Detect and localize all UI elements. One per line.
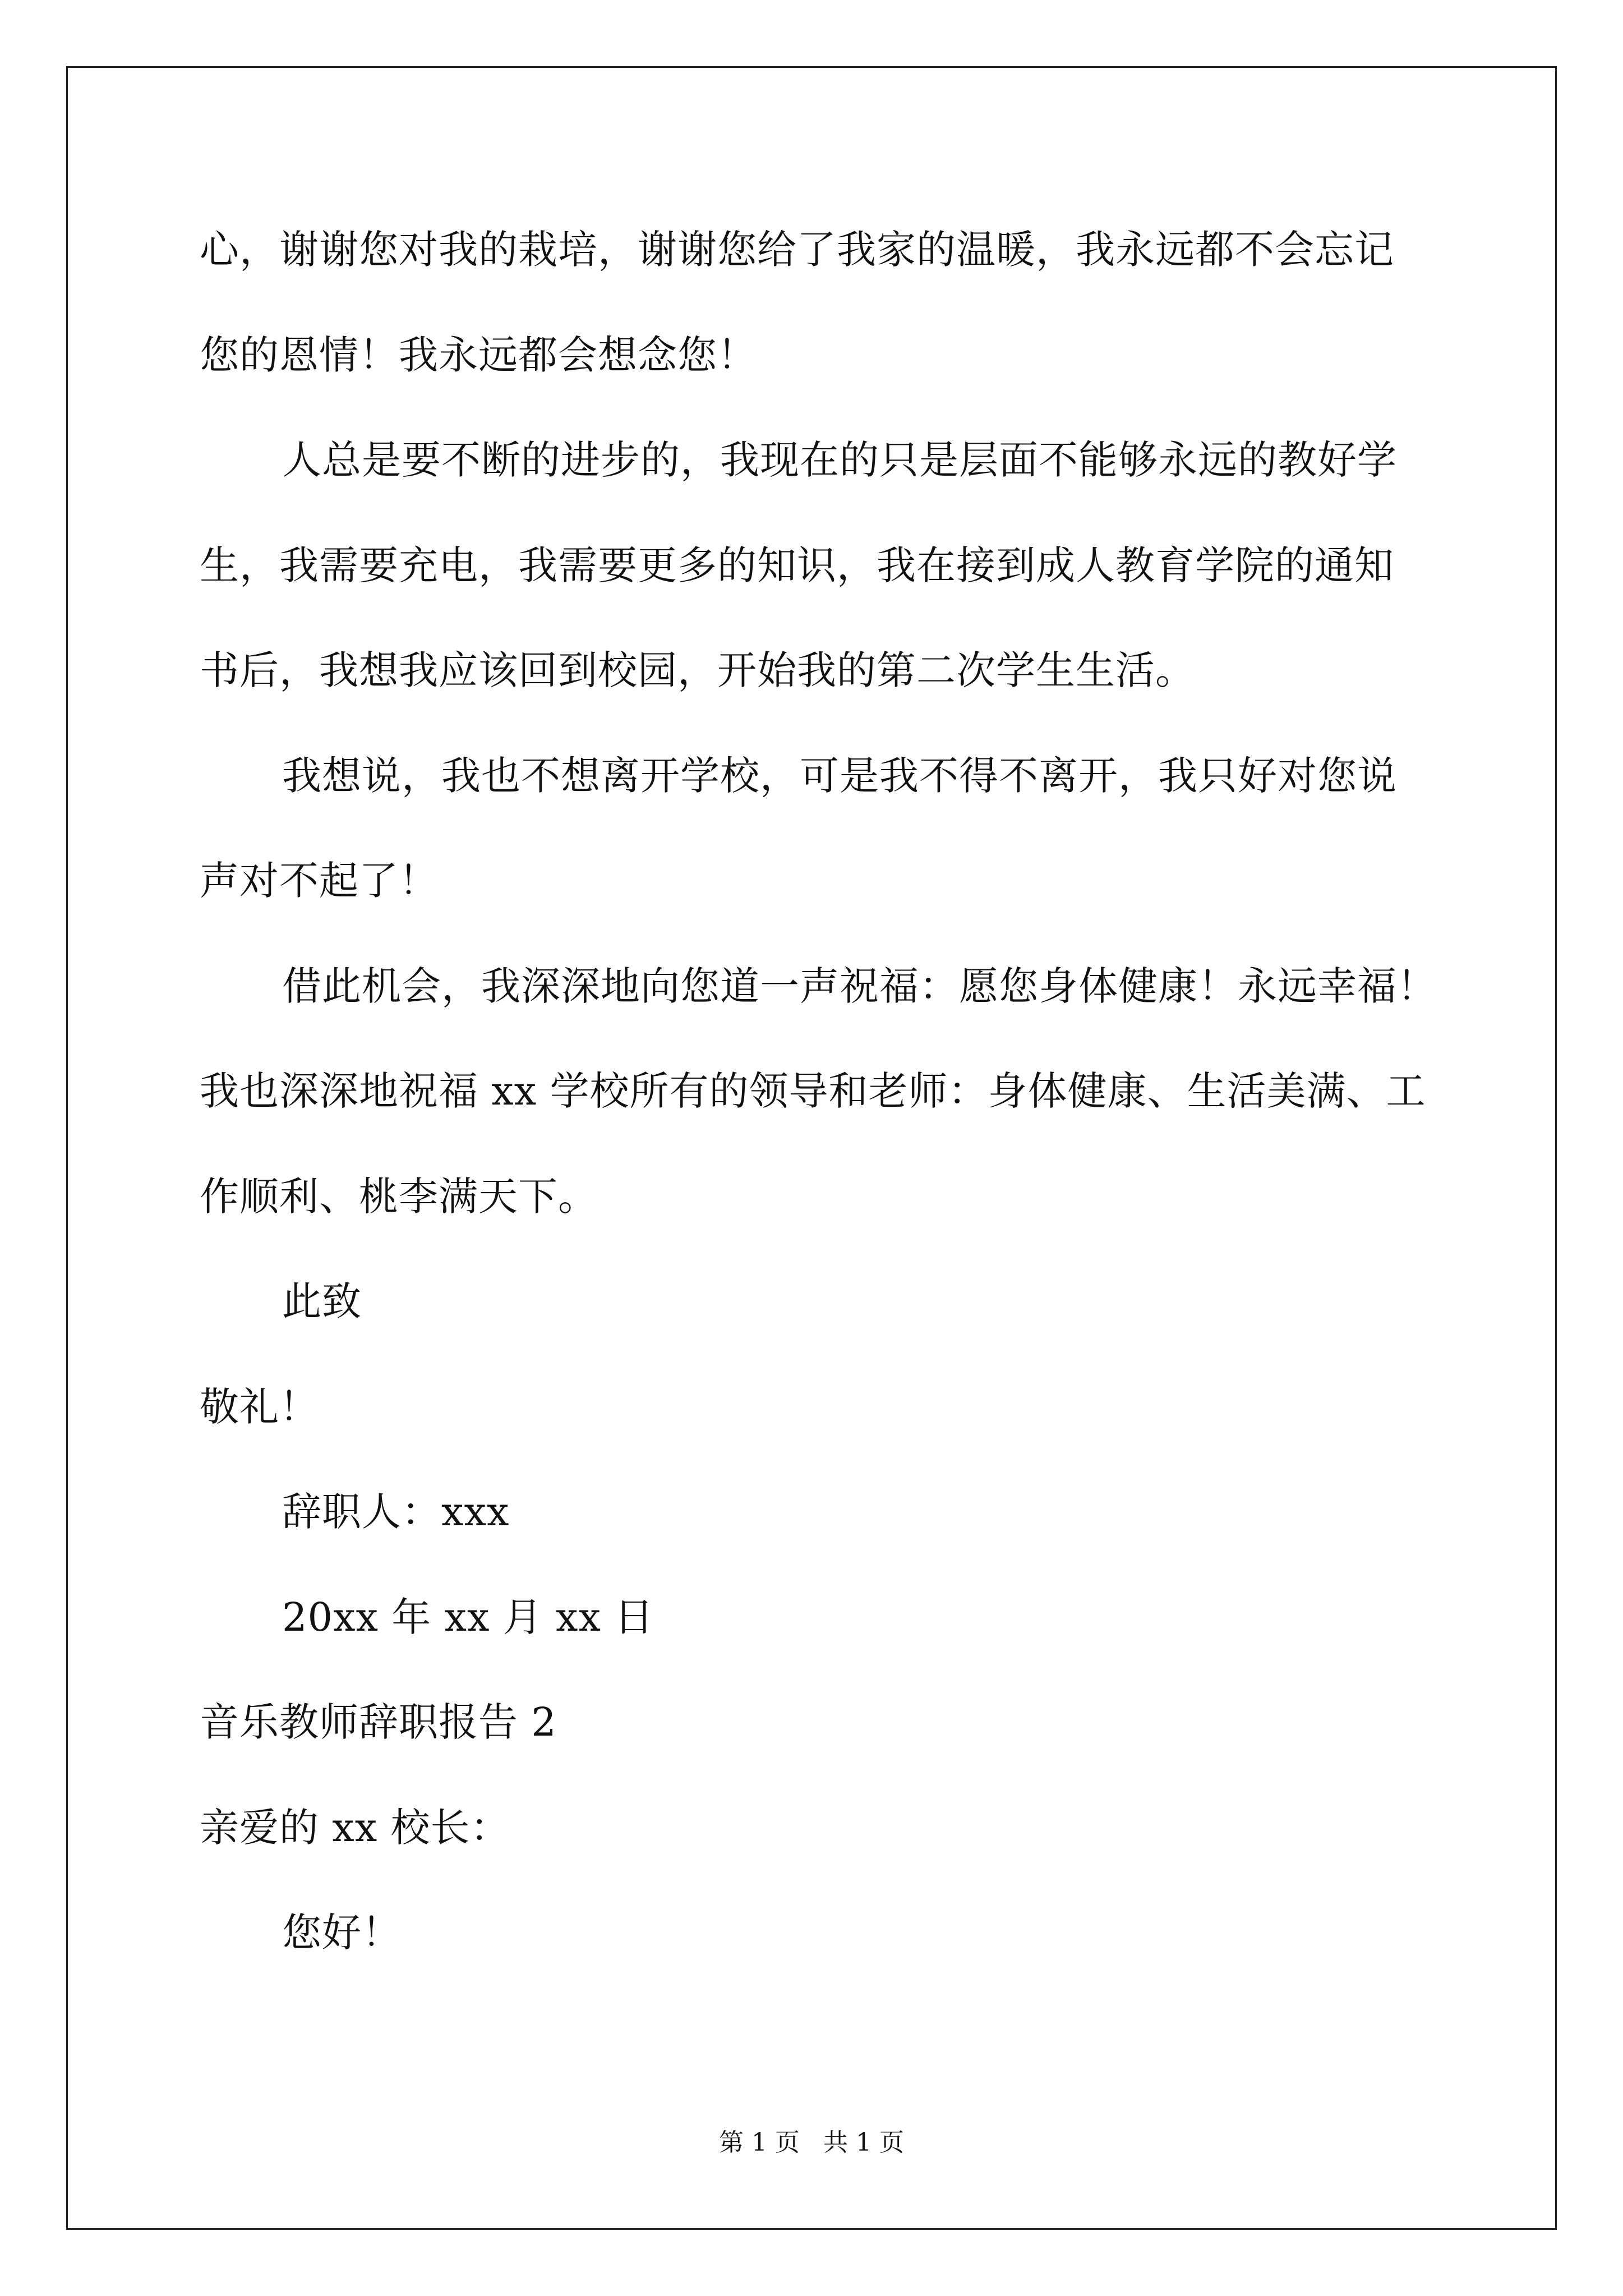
paragraph-line: 书后，我想我应该回到校园，开始我的第二次学生生活。	[200, 647, 1195, 693]
paragraph-line: 声对不起了！	[200, 858, 439, 904]
greeting-line: 您好！	[282, 1910, 402, 1955]
page-footer: 第 1 页 共 1 页	[719, 2128, 904, 2157]
closing-line: 此致	[282, 1278, 362, 1324]
section-title: 音乐教师辞职报告 2	[200, 1699, 557, 1745]
paragraph-line: 我也深深地祝福 xx 学校所有的领导和老师：身体健康、生活美满、工	[200, 1068, 1426, 1114]
paragraph-line: 作顺利、桃李满天下。	[200, 1174, 598, 1220]
date-line: 20xx 年 xx 月 xx 日	[282, 1594, 654, 1640]
paragraph-line: 心，谢谢您对我的栽培，谢谢您给了我家的温暖，我永远都不会忘记	[200, 227, 1394, 273]
signature-line: 辞职人：xxx	[282, 1489, 510, 1535]
paragraph-line: 借此机会，我深深地向您道一声祝福：愿您身体健康！永远幸福！	[282, 963, 1437, 1009]
paragraph-line: 人总是要不断的进步的，我现在的只是层面不能够永远的教好学	[282, 437, 1397, 483]
salute-line: 敬礼！	[200, 1384, 319, 1430]
paragraph-line: 我想说，我也不想离开学校，可是我不得不离开，我只好对您说	[282, 753, 1397, 799]
paragraph-line: 生，我需要充电，我需要更多的知识，我在接到成人教育学院的通知	[200, 542, 1394, 588]
greeting-line: 亲爱的 xx 校长：	[200, 1805, 510, 1851]
paragraph-line: 您的恩情！我永远都会想念您！	[200, 332, 757, 378]
